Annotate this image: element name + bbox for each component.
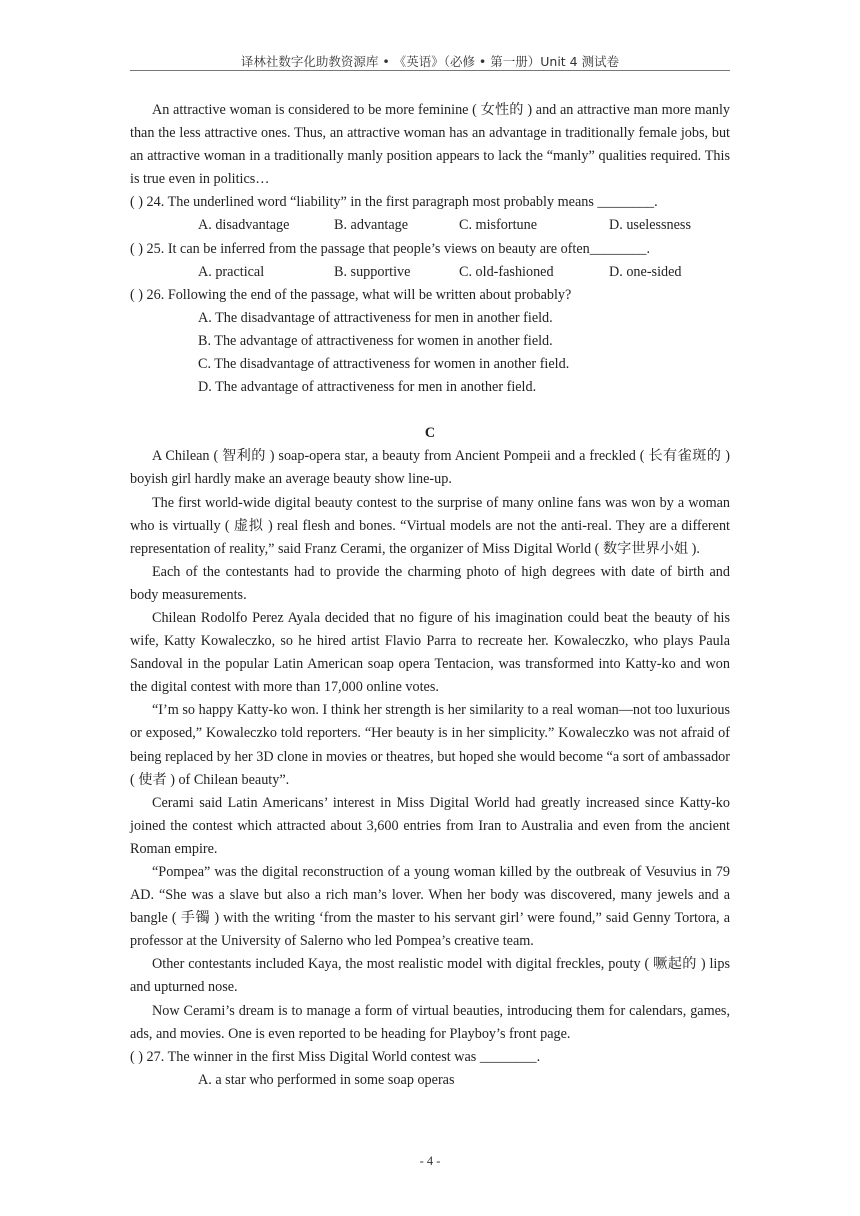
page-number: - 4 - (419, 1154, 441, 1168)
option-a: A. practical (198, 263, 265, 280)
option-a: A. The disadvantage of attractiveness for men in another field. (198, 309, 553, 326)
option-b: B. supportive (334, 263, 411, 280)
passage-paragraph: “I’m so happy Katty-ko won. I think her strength is her similarity to a real woman—not too luxurious or exposed,” Kowaleczko told reporters. “Her beauty is in her simplicity.” Kowaleczko was not afraid of being replaced by her 3D clone in movies or theatres, but hoped she would become “a sort of ambassador ( 使者 ) of Chilean beauty”. (130, 702, 730, 788)
options-row (130, 261, 730, 284)
question-25 (130, 238, 730, 284)
question-stem: ( ) 24. The underlined word “liability” in the first paragraph most probably means ________. (130, 194, 658, 211)
passage-paragraph: An attractive woman is considered to be more feminine ( 女性的 ) and an attractive man more manly than the less attractive ones. Thus, an attractive woman has an advantage in traditionally female jobs, but an attractive woman in a traditionally manly position appears to lack the “manly” qualities required. This is true even in politics… (130, 102, 730, 188)
option-d: D. The advantage of attractiveness for men in another field. (198, 379, 537, 396)
passage-paragraph: Cerami said Latin Americans’ interest in Miss Digital World had greatly increased since Katty-ko joined the contest which attracted about 3,600 entries from Iran to Australia and even from the ancient Roman empire. (130, 794, 730, 857)
passage-paragraph: Now Cerami’s dream is to manage a form of virtual beauties, introducing them for calendars, games, ads, and movies. One is even reported to be heading for Playboy’s front page. (130, 1002, 730, 1042)
question-stem: ( ) 26. Following the end of the passage, what will be written about probably? (130, 286, 572, 303)
option-c: C. The disadvantage of attractiveness for women in another field. (198, 356, 570, 373)
question-stem: ( ) 25. It can be inferred from the passage that people’s views on beauty are often________. (130, 240, 651, 257)
option-d: D. one-sided (609, 263, 682, 280)
passage-paragraph: Each of the contestants had to provide the charming photo of high degrees with date of birth and body measurements. (130, 563, 730, 603)
page-header: 译林社数字化助教资源库 • 《英语》（必修 • 第一册）Unit 4 测试卷 (240, 54, 620, 69)
option-b: B. The advantage of attractiveness for women in another field. (198, 332, 553, 349)
section-heading: C (424, 425, 436, 442)
option-c: C. old-fashioned (459, 263, 554, 280)
option-c: C. misfortune (459, 217, 538, 234)
option-d: D. uselessness (609, 217, 691, 234)
question-27 (130, 1046, 730, 1092)
passage-paragraph: The first world-wide digital beauty contest to the surprise of many online fans was won by a woman who is virtually ( 虚拟 ) real flesh and bones. “Virtual models are not the anti-real. They are a different representation of reality,” said Franz Cerami, the organizer of Miss Digital World ( 数字世界小姐 ). (130, 494, 730, 557)
question-24 (130, 191, 730, 237)
header-rule (130, 70, 730, 71)
option-a: A. disadvantage (198, 217, 290, 234)
option-a: A. a star who performed in some soap operas (198, 1071, 455, 1088)
page-body (130, 99, 730, 1092)
question-stem: ( ) 27. The winner in the first Miss Digital World contest was ________. (130, 1048, 541, 1065)
options-row (130, 214, 730, 237)
question-26 (130, 284, 730, 399)
passage-paragraph: Chilean Rodolfo Perez Ayala decided that no figure of his imagination could beat the beauty of his wife, Katty Kowaleczko, so he hired artist Flavio Parra to recreate her. Kowaleczko, who plays Paula Sandoval in the popular Latin American soap opera Tentacion, was transformed into Katty-ko and won the digital contest with more than 17,000 online votes. (130, 609, 730, 696)
option-b: B. advantage (334, 217, 409, 234)
passage-paragraph: A Chilean ( 智利的 ) soap-opera star, a beauty from Ancient Pompeii and a freckled ( 长有雀斑的 ) boyish girl hardly make an average beauty show line-up. (130, 448, 730, 488)
passage-paragraph: “Pompea” was the digital reconstruction of a young woman killed by the outbreak of Vesuvius in 79 AD. “She was a slave but also a rich man’s lover. When her body was discovered, many jewels and a bangle ( 手镯 ) with the writing ‘from the master to his servant girl’ were found,” said Genny Tortora, a professor at the University of Salerno who led Pompea’s creative team. (130, 864, 730, 950)
passage-paragraph: Other contestants included Kaya, the most realistic model with digital freckles, pouty ( 噘起的 ) lips and upturned nose. (130, 956, 730, 996)
